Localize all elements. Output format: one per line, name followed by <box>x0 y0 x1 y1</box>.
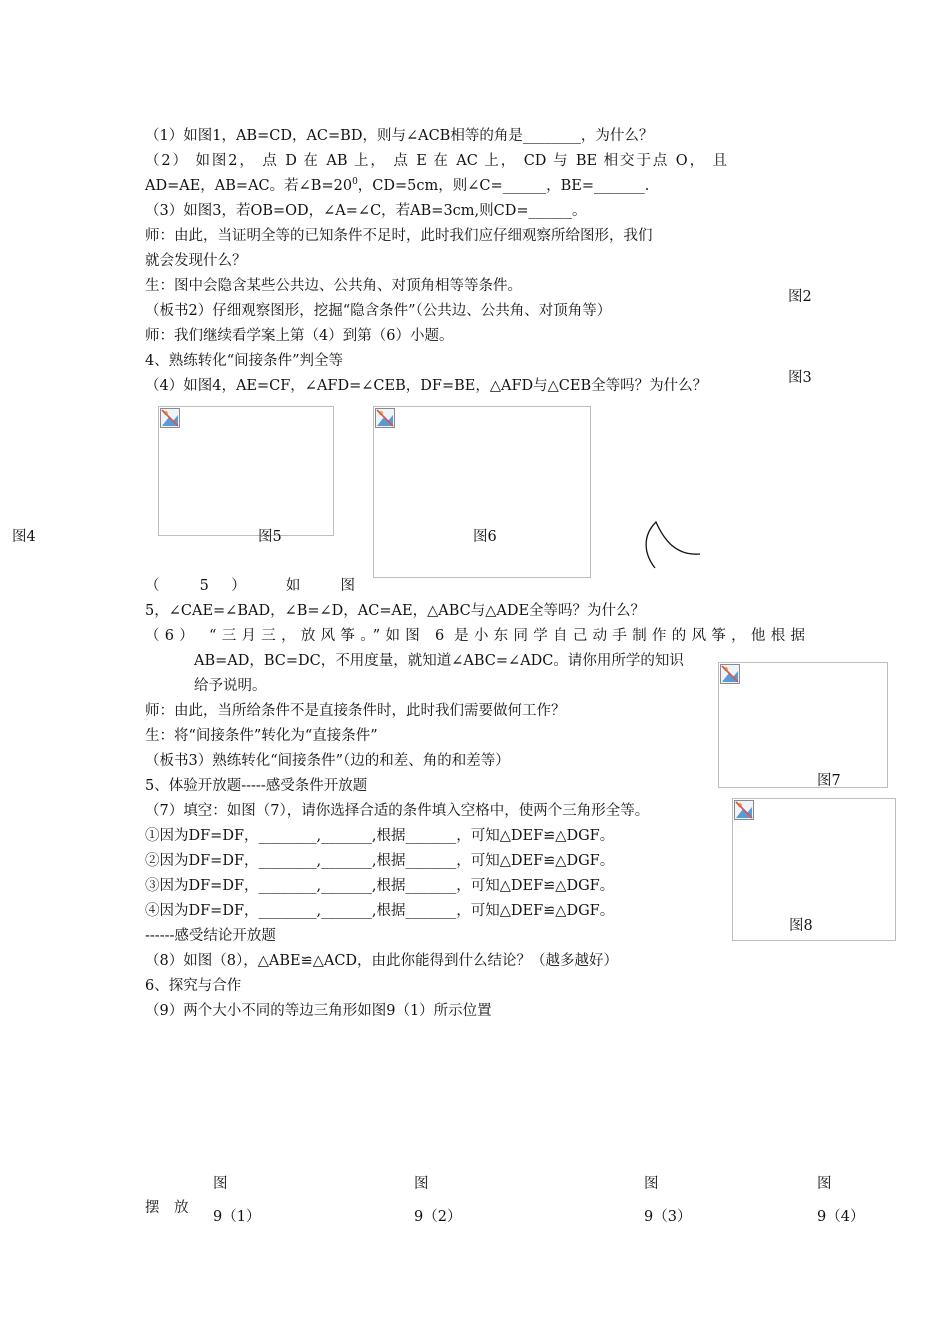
broken-image-icon <box>720 664 740 684</box>
q2-part: （2） <box>145 153 189 169</box>
question-8: （8）如图（8），△ABE≌△ACD，由此你能得到什么结论？（越多越好） <box>145 953 619 969</box>
section-6-heading: 6、探究与合作 <box>145 978 242 994</box>
q2-part: E <box>416 153 427 169</box>
fig-2-caption: 图2 <box>788 289 812 305</box>
question-2-line1 <box>145 151 727 171</box>
fill-blank-2: ②因为DF=DF，________,_______,根据_______，可知△DEF≌△DGF。 <box>145 853 615 869</box>
question-4: （4）如图4，AE=CF，∠AFD=∠CEB，DF=BE，△AFD与△CEB全等吗？为什么？ <box>145 378 708 394</box>
section-5-sub-heading: ------感受结论开放题 <box>145 928 276 944</box>
q2-part: 在 <box>303 153 320 169</box>
fill-blank-3: ③因为DF=DF，________,_______,根据_______，可知△DEF≌△DGF。 <box>145 878 615 894</box>
figure-5-image <box>158 406 334 536</box>
fig-3-caption: 图3 <box>788 370 812 386</box>
fig-9-2-caption: 9（2） <box>414 1209 462 1225</box>
q2-part: 上， <box>484 153 518 169</box>
fig-9-4-caption: 9（4） <box>817 1209 865 1225</box>
q5-part: 如 <box>285 578 319 594</box>
question-3: （3）如图3，若OB=OD，∠A=∠C，若AB=3cm,则CD=______。 <box>145 203 587 219</box>
fig-9-1-caption: 9（1） <box>213 1209 261 1225</box>
degree-superscript: 0 <box>352 177 358 188</box>
q2-part: AB <box>326 153 348 169</box>
figure-6-image <box>373 406 591 578</box>
figure-8-image <box>732 798 896 941</box>
q6-part: 是小东同学自己动手制作的风筝，他根据 <box>454 628 806 644</box>
teacher-line-2: 师：我们继续看学案上第（4）到第（6）小题。 <box>145 328 454 344</box>
q2b-pre: AD=AE，AB=AC。若∠B=20 <box>145 178 353 194</box>
section-5-heading: 5、体验开放题-----感受条件开放题 <box>145 778 368 794</box>
q2-part: BE <box>575 153 598 169</box>
teacher-line-1b: 就会发现什么？ <box>145 253 247 269</box>
board-note-2: （板书2）仔细观察图形，挖掘“隐含条件”（公共边、公共角、对顶角等） <box>145 303 612 319</box>
fig-9-3-caption: 9（3） <box>644 1209 692 1225</box>
q2-part: 点 <box>393 153 410 169</box>
q5-part: 图 <box>340 578 356 594</box>
q2-part: D <box>285 153 297 169</box>
q2-part: 点 <box>262 153 279 169</box>
question-5-line1 <box>145 576 355 596</box>
broken-image-icon <box>734 800 754 820</box>
placement-text: 摆 放 <box>145 1200 189 1216</box>
question-6-line2: AB=AD，BC=DC，不用度量，就知道∠ABC=∠ADC。请你用所学的知识 <box>194 653 684 669</box>
question-6-line3: 给予说明。 <box>194 678 267 694</box>
q2-part: 相交于点 <box>603 153 670 169</box>
question-6-line1 <box>145 626 805 646</box>
q2-part: 且 <box>712 153 727 169</box>
fill-blank-4: ④因为DF=DF，________,_______,根据_______，可知△DEF≌△DGF。 <box>145 903 615 919</box>
arc-sketch <box>636 514 706 572</box>
student-line-1: 生：图中会隐含某些公共边、公共角、对顶角相等等条件。 <box>145 278 522 294</box>
q2-part: 与 <box>552 153 570 169</box>
board-note-3: （板书3）熟练转化“间接条件”（边的和差、角的和差等） <box>145 753 510 769</box>
q2b-post: ，CD=5cm，则∠C=______，BE=_______. <box>357 178 650 194</box>
q2-part: O， <box>675 153 706 169</box>
broken-image-icon <box>160 408 180 428</box>
fig-9-1-label: 图 <box>213 1176 228 1192</box>
q2-part: 上， <box>354 153 387 169</box>
fig-5-caption: 图5 <box>258 529 282 545</box>
q5-part: ） <box>231 578 264 594</box>
fill-blank-1: ①因为DF=DF，________,_______,根据_______，可知△DEF≌△DGF。 <box>145 828 615 844</box>
fig-9-2-label: 图 <box>414 1176 429 1192</box>
q2-part: CD <box>523 153 547 169</box>
q2-part: 在 <box>433 153 450 169</box>
fig-4-caption: 图4 <box>12 529 36 545</box>
question-5-line2: 5，∠CAE=∠BAD，∠B=∠D，AC=AE，△ABC与△ADE全等吗？为什么？ <box>145 603 646 619</box>
question-9: （9）两个大小不同的等边三角形如图9（1）所示位置 <box>145 1003 492 1019</box>
section-4-heading: 4、熟练转化“间接条件”判全等 <box>145 353 344 369</box>
fig-8-caption: 图8 <box>789 918 813 934</box>
question-7: （7）填空：如图（7），请你选择合适的条件填入空格中，使两个三角形全等。 <box>145 803 650 819</box>
fig-9-4-label: 图 <box>817 1176 832 1192</box>
teacher-line-3: 师：由此，当所给条件不是直接条件时，此时我们需要做何工作？ <box>145 703 566 719</box>
teacher-line-1a: 师：由此，当证明全等的已知条件不足时，此时我们应仔细观察所给图形，我们 <box>145 228 653 244</box>
fig-7-caption: 图7 <box>817 773 841 789</box>
question-2-line2 <box>145 176 649 196</box>
fig-6-caption: 图6 <box>473 529 497 545</box>
q6-part: 6 <box>434 628 445 644</box>
q2-part: AC <box>456 153 478 169</box>
q2-part: 如图2， <box>195 153 256 169</box>
question-1: （1）如图1，AB=CD，AC=BD，则与∠ACB相等的角是________，为什么？ <box>145 128 654 144</box>
figure-7-image <box>718 662 888 788</box>
broken-image-icon <box>375 408 395 428</box>
fig-9-3-label: 图 <box>644 1176 659 1192</box>
q6-part: “三月三，放风筝。”如图 <box>209 628 426 644</box>
q5-part: 5 <box>199 578 209 594</box>
student-line-3: 生：将“间接条件”转化为“直接条件” <box>145 728 378 744</box>
q6-part: （6） <box>145 628 200 644</box>
q5-part: （ <box>145 578 178 594</box>
